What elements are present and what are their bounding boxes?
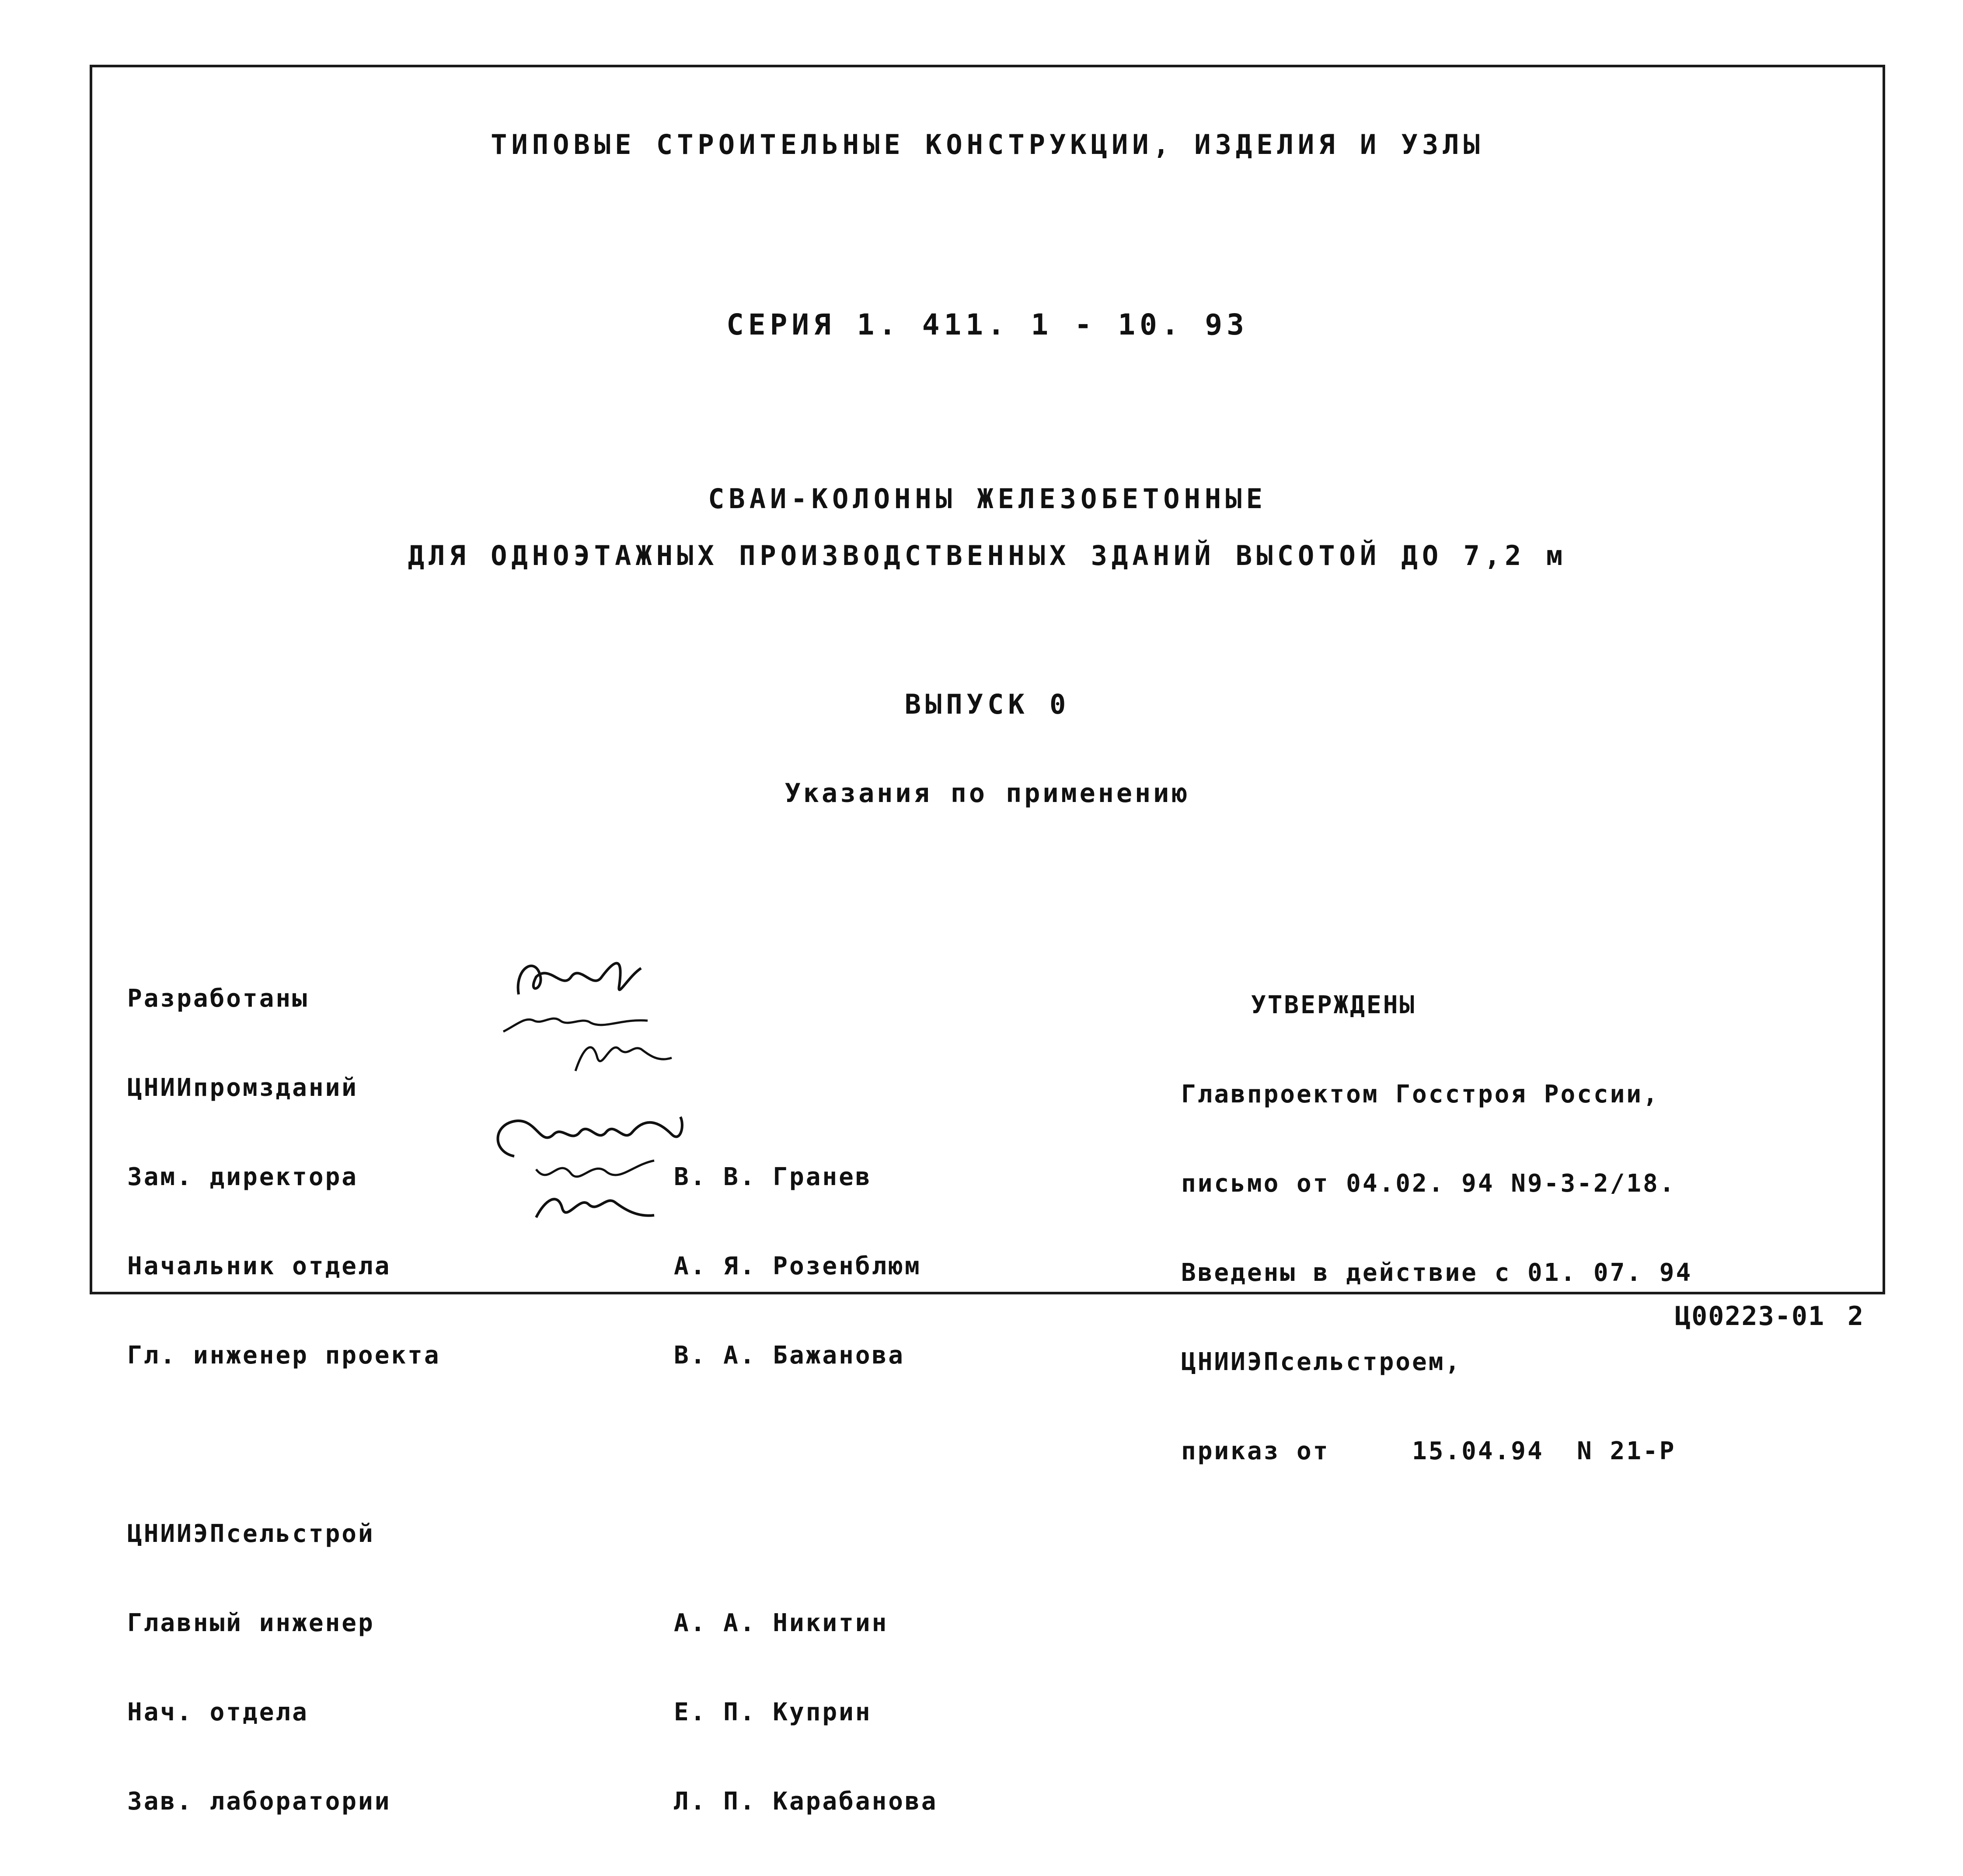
approval-line: Введены в действие с 01. 07. 94 bbox=[1181, 1259, 1693, 1287]
signatory-role: Гл. инженер проекта bbox=[127, 1341, 441, 1370]
signatory-row bbox=[127, 1252, 938, 1281]
document-stamp-code: Ц00223-01 bbox=[1675, 1301, 1825, 1332]
document-title: ТИПОВЫЕ СТРОИТЕЛЬНЫЕ КОНСТРУКЦИИ, ИЗДЕЛИЯ И УЗЛЫ bbox=[491, 129, 1484, 160]
subject-line-1: СВАИ-КОЛОННЫ ЖЕЛЕЗОБЕТОННЫЕ bbox=[708, 483, 1267, 515]
series-number: СЕРИЯ 1. 411. 1 - 10. 93 bbox=[726, 308, 1248, 342]
signatory-role: Начальник отдела bbox=[127, 1252, 391, 1280]
developer-org-2: ЦНИИЭПсельстрой bbox=[127, 1520, 375, 1548]
signatory-name: Е. П. Куприн bbox=[674, 1698, 872, 1726]
signatory-role: Главный инженер bbox=[127, 1609, 375, 1637]
subject-line-2: ДЛЯ ОДНОЭТАЖНЫХ ПРОИЗВОДСТВЕННЫХ ЗДАНИЙ ВЫСОТОЙ ДО 7,2 м bbox=[408, 540, 1567, 572]
signature-karabanova bbox=[532, 1182, 659, 1226]
approval-line: приказ от 15.04.94 N 21-Р bbox=[1181, 1437, 1676, 1465]
approval-line: письмо от 04.02. 94 N9-3-2/18. bbox=[1181, 1169, 1676, 1198]
signatory-name: В. А. Бажанова bbox=[674, 1341, 905, 1370]
signatory-role: Зам. директора bbox=[127, 1163, 359, 1191]
signatory-row bbox=[127, 1787, 938, 1817]
developers-heading: Разработаны bbox=[127, 984, 309, 1013]
page-number: 2 bbox=[1848, 1301, 1864, 1332]
issue-subtitle: Указания по применению bbox=[785, 778, 1190, 809]
developers-block bbox=[127, 924, 938, 1876]
approval-heading: УТВЕРЖДЕНЫ bbox=[1251, 991, 1416, 1019]
signatory-role: Зав. лаборатории bbox=[127, 1787, 391, 1816]
signatory-name: В. В. Гранев bbox=[674, 1163, 872, 1191]
signatory-name: Л. П. Карабанова bbox=[674, 1787, 938, 1816]
signatory-row bbox=[127, 1698, 938, 1727]
signatory-name: А. Я. Розенблюм bbox=[674, 1252, 921, 1280]
signatory-row bbox=[127, 1608, 938, 1638]
approval-line: Главпроектом Госстроя России, bbox=[1181, 1080, 1660, 1109]
developer-org-1: ЦНИИпромзданий bbox=[127, 1074, 359, 1102]
issue-number: ВЫПУСК 0 bbox=[904, 688, 1070, 720]
signatory-name: А. А. Никитин bbox=[674, 1609, 889, 1637]
signature-granev bbox=[510, 951, 654, 1008]
signatory-role: Нач. отдела bbox=[127, 1698, 309, 1726]
signatory-row bbox=[127, 1341, 938, 1370]
signature-bazhanova bbox=[571, 1032, 676, 1080]
approval-line: ЦНИИЭПсельстроем, bbox=[1181, 1348, 1462, 1376]
approval-block bbox=[1181, 931, 1692, 1526]
